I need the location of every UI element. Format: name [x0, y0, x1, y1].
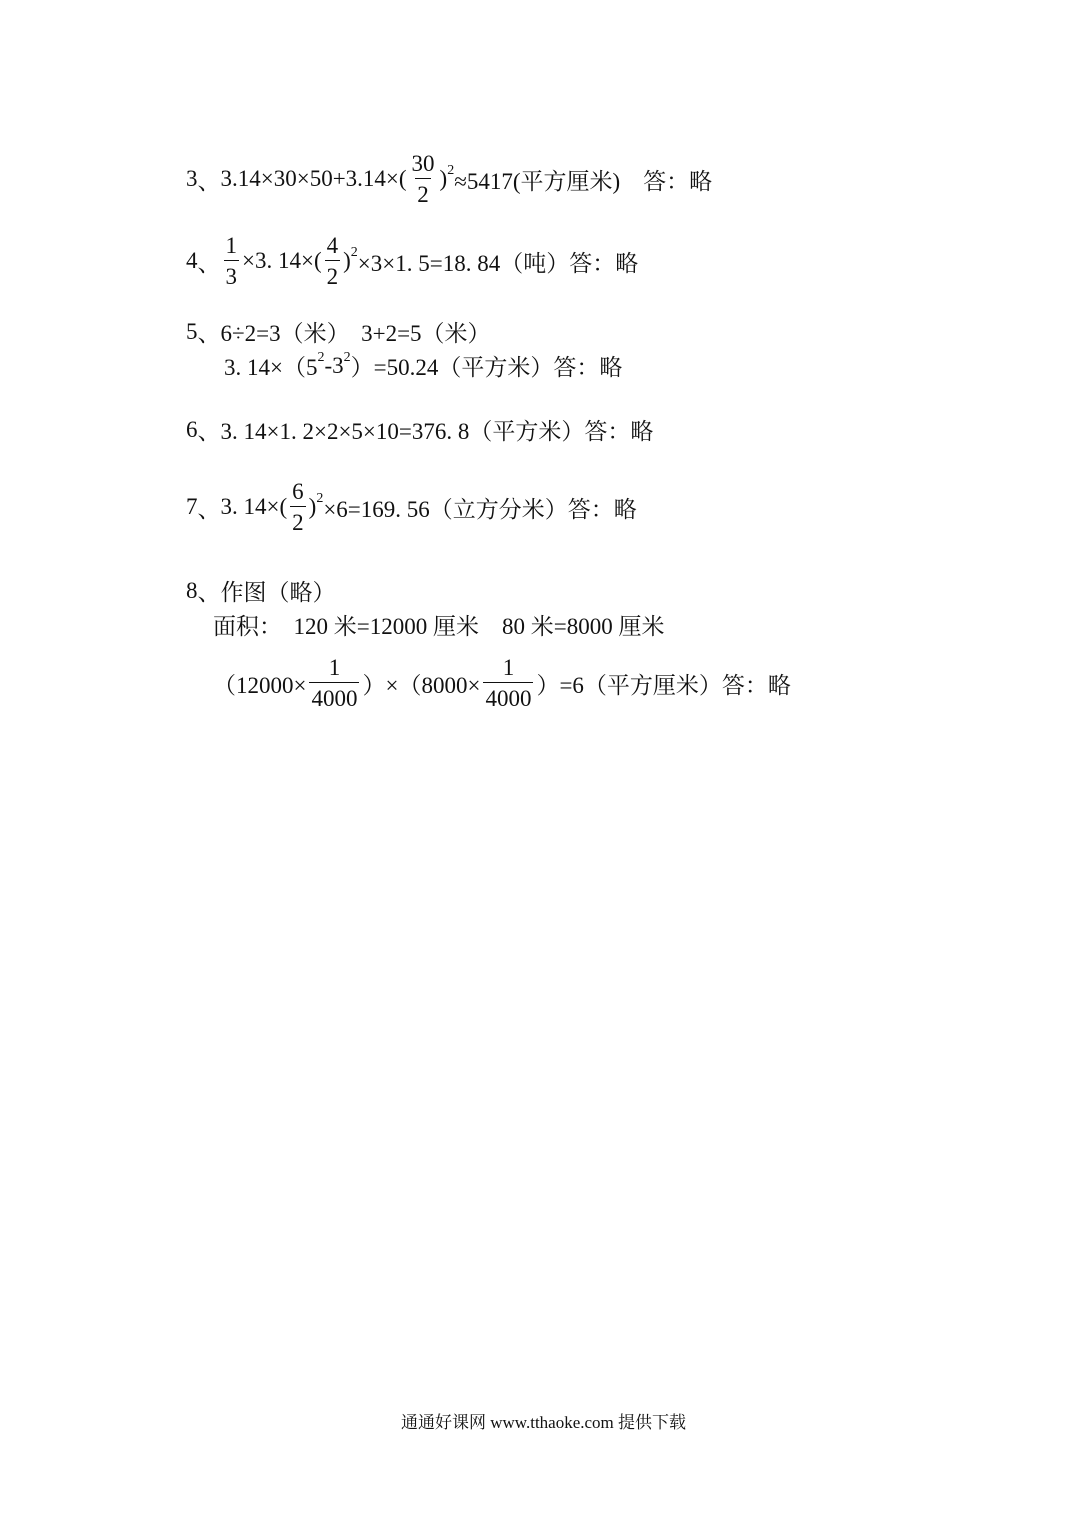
item-number: 4 — [186, 248, 198, 273]
expression-part: ×6=169. 56（立方分米）答：略 — [323, 496, 637, 522]
expression-line: 面积： 120 米=12000 厘米 80 米=8000 厘米 — [213, 614, 665, 639]
item-separator: 、 — [197, 419, 221, 444]
fraction — [224, 234, 240, 288]
fraction-denominator: 2 — [415, 178, 431, 206]
expression-part: ×3×1. 5=18. 84（吨）答：略 — [357, 250, 639, 276]
answer-item-8-line-2 — [213, 608, 664, 641]
exponent: 2 — [316, 491, 324, 506]
item-number: 8 — [186, 577, 198, 603]
expression-part: ) — [308, 494, 317, 519]
fraction-numerator: 1 — [502, 655, 515, 680]
fraction — [483, 656, 533, 710]
item-number: 3 — [186, 166, 198, 191]
item-separator: 、 — [197, 496, 221, 522]
item-number: 6 — [186, 416, 198, 442]
item-number: 7 — [186, 494, 198, 519]
expression-part: ×3. 14×( — [242, 248, 322, 273]
fraction-numerator: 6 — [292, 479, 304, 504]
exponent: 2 — [317, 349, 325, 365]
fraction — [410, 152, 437, 206]
fraction-denominator: 2 — [290, 506, 306, 534]
answer-item-8 — [186, 574, 336, 607]
expression-part: ) — [439, 166, 448, 191]
fraction-numerator: 4 — [326, 233, 339, 258]
expression-part: ）=6（平方厘米）答：略 — [536, 672, 791, 698]
expression-part: ) — [343, 248, 351, 273]
item-number: 5 — [186, 318, 198, 344]
item-separator: 、 — [197, 250, 221, 276]
fraction — [309, 656, 359, 710]
item-separator: 、 — [197, 321, 221, 346]
answer-item-7 — [186, 480, 637, 534]
answer-item-8-line-3 — [213, 656, 791, 710]
expression-part: -3 — [324, 352, 344, 378]
fraction-denominator: 4000 — [309, 682, 359, 710]
answer-item-6 — [186, 413, 653, 446]
fraction-denominator: 4000 — [483, 682, 533, 710]
fraction-denominator: 3 — [224, 260, 240, 288]
exponent: 2 — [350, 245, 358, 260]
expression-part: 3. 14×( — [220, 494, 288, 519]
answer-item-3 — [186, 152, 712, 206]
expression-part: （12000× — [213, 672, 307, 698]
answer-item-5 — [186, 315, 491, 348]
expression-line: 6÷2=3（米） 3+2=5（米） — [220, 321, 491, 346]
expression-part: ）=50.24（平方米）答：略 — [350, 355, 623, 380]
fraction-numerator: 30 — [411, 151, 435, 176]
item-separator: 、 — [197, 168, 221, 194]
fraction-numerator: 1 — [225, 233, 237, 258]
fraction — [325, 234, 341, 288]
footer-text: 通通好课网 www.tthaoke.com 提供下载 — [401, 1413, 687, 1432]
expression-part: 3.14×30×50+3.14×( — [220, 166, 407, 191]
answer-item-4 — [186, 234, 638, 288]
expression-part: ≈5417(平方厘米) 答：略 — [454, 168, 713, 194]
page-footer — [401, 1408, 686, 1433]
fraction-numerator: 1 — [328, 655, 341, 680]
fraction — [290, 480, 306, 534]
expression-part: ）×（8000× — [362, 672, 481, 698]
fraction-denominator: 2 — [325, 260, 341, 288]
exponent: 2 — [343, 349, 351, 365]
exponent: 2 — [447, 163, 455, 178]
expression-line: 作图（略） — [220, 580, 336, 605]
expression-line: 3. 14×1. 2×2×5×10=376. 8（平方米）答：略 — [220, 419, 654, 444]
expression-part: 3. 14×（5 — [224, 355, 318, 380]
item-separator: 、 — [197, 580, 221, 605]
answer-item-5-line-2 — [224, 349, 622, 382]
